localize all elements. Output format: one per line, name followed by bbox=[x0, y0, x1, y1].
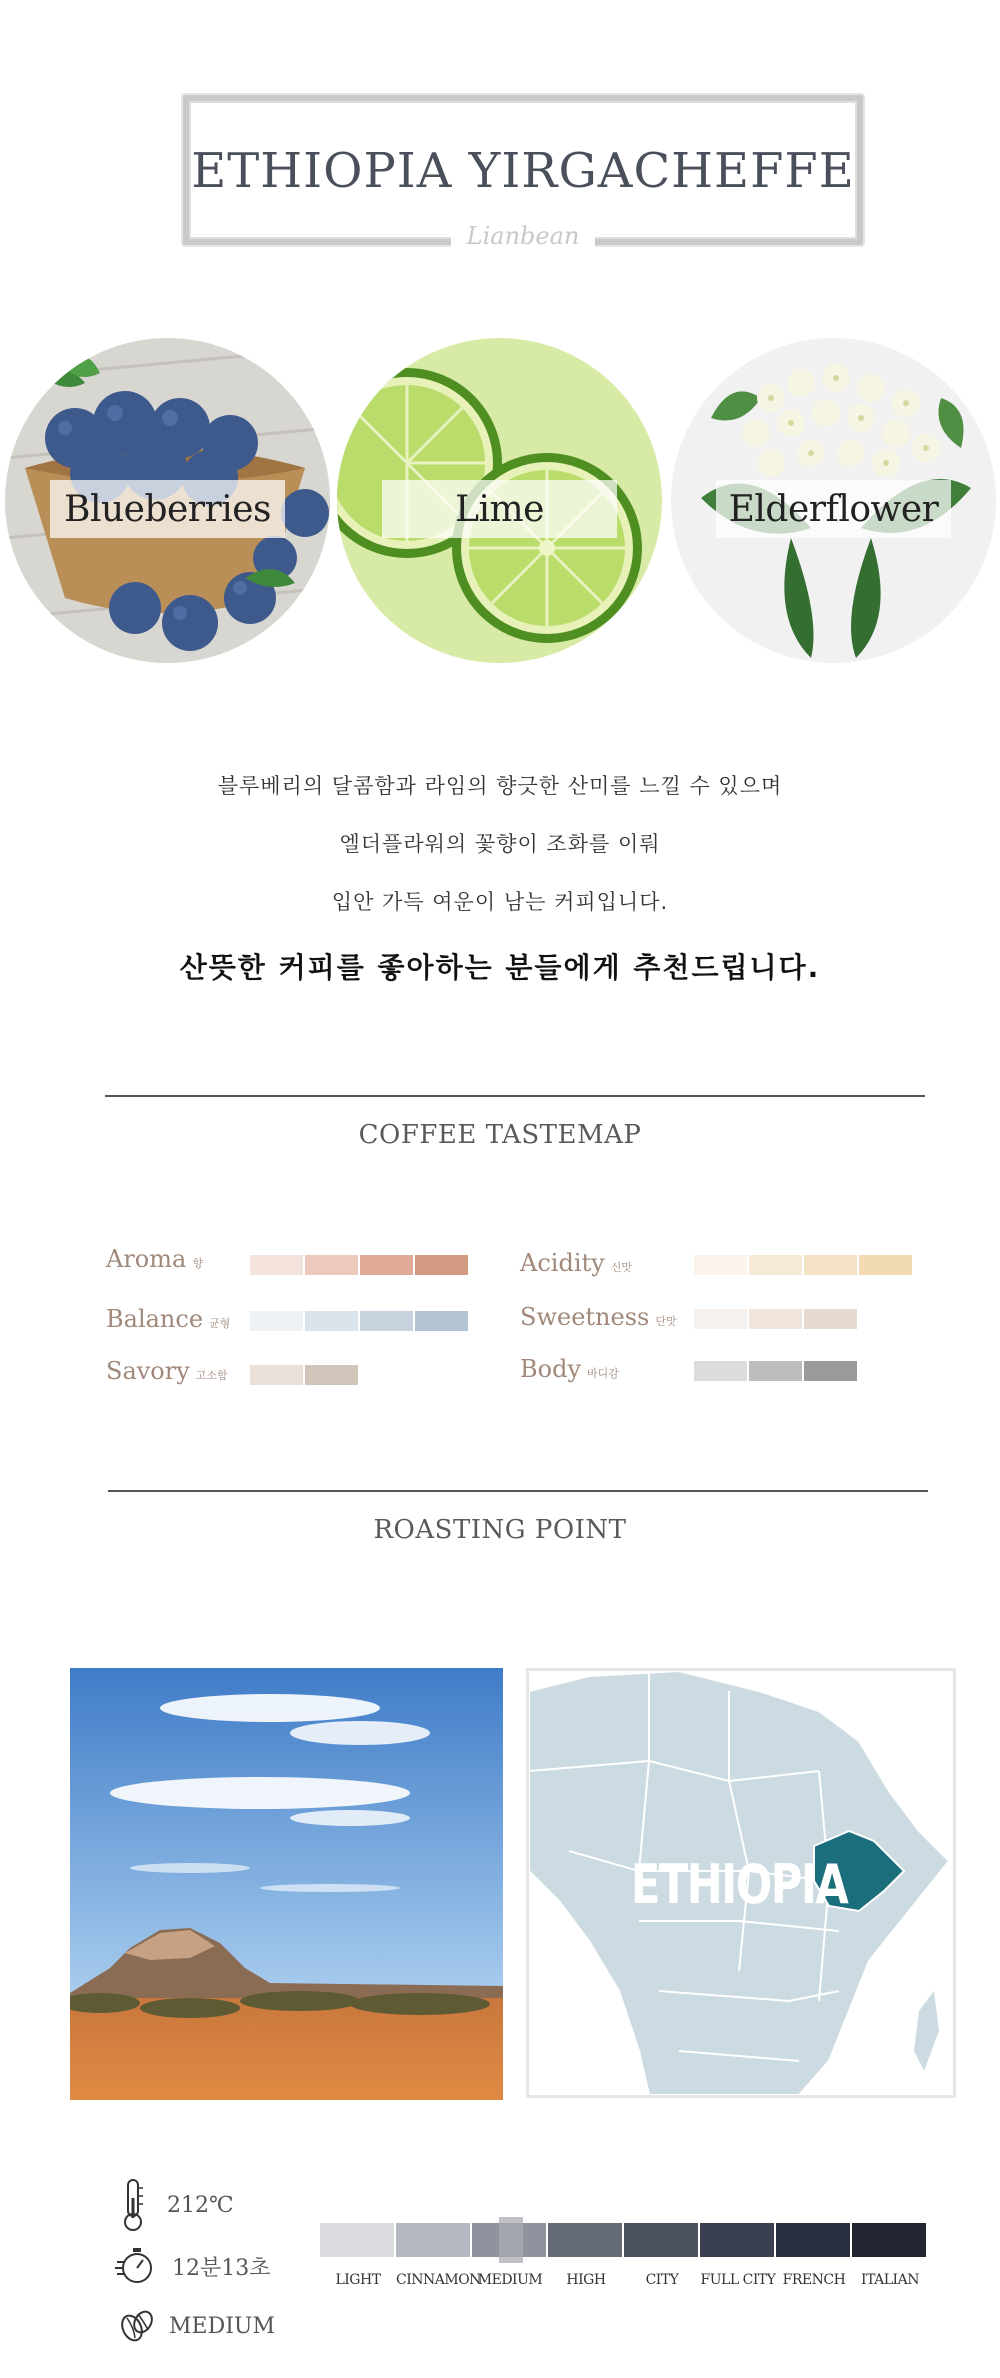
taste-bar-segment bbox=[415, 1311, 468, 1331]
description-line-1: 블루베리의 달콤함과 라임의 향긋한 산미를 느낄 수 있으며 bbox=[217, 774, 783, 798]
roast-stage-2 bbox=[472, 2223, 546, 2257]
taste-kr-aroma: 향 bbox=[192, 1257, 203, 1270]
roast-stage-4 bbox=[624, 2223, 698, 2257]
taste-name-balance: Balance bbox=[106, 1305, 204, 1333]
taste-kr-balance: 균형 bbox=[209, 1317, 231, 1330]
roast-stage-label: CINNAMON bbox=[396, 2272, 481, 2288]
taste-bar-segment bbox=[250, 1311, 303, 1331]
taste-bars-aroma bbox=[250, 1255, 470, 1275]
taste-bars-savory bbox=[250, 1365, 360, 1385]
roast-stage-0 bbox=[320, 2223, 394, 2257]
taste-bar-segment bbox=[305, 1311, 358, 1331]
divider-roasting bbox=[108, 1490, 928, 1492]
taste-bar-segment bbox=[250, 1365, 303, 1385]
taste-label-savory bbox=[106, 1357, 228, 1385]
divider-tastemap bbox=[105, 1095, 925, 1097]
landscape-photo bbox=[70, 1668, 503, 2100]
roast-stage-label: FULL CITY bbox=[700, 2272, 776, 2288]
taste-name-body: Body bbox=[520, 1355, 582, 1383]
coffee-beans-icon bbox=[118, 2308, 154, 2344]
taste-bar-segment bbox=[804, 1255, 857, 1275]
taste-bar-segment bbox=[360, 1311, 413, 1331]
taste-kr-savory: 고소함 bbox=[195, 1369, 228, 1382]
taste-bar-segment bbox=[804, 1309, 857, 1329]
flavor-circle-blueberries bbox=[5, 338, 330, 663]
taste-bar-segment bbox=[749, 1361, 802, 1381]
taste-bars-body bbox=[694, 1361, 859, 1381]
taste-bar-segment bbox=[859, 1255, 912, 1275]
taste-bar-segment bbox=[804, 1361, 857, 1381]
roast-stage-label: HIGH bbox=[566, 2272, 606, 2288]
description-line-3: 입안 가득 여운이 남는 커피입니다. bbox=[331, 890, 669, 914]
taste-name-acidity: Acidity bbox=[520, 1249, 605, 1277]
taste-bar-segment bbox=[749, 1309, 802, 1329]
taste-name-sweetness: Sweetness bbox=[520, 1303, 650, 1331]
time-row bbox=[115, 2246, 271, 2286]
description-line-2: 엘더플라워의 꽃향이 조화를 이뤄 bbox=[339, 832, 661, 856]
roast-level-row bbox=[118, 2308, 275, 2344]
roast-stage-label: ITALIAN bbox=[861, 2272, 919, 2288]
thermometer-icon bbox=[118, 2178, 148, 2232]
taste-bars-sweetness bbox=[694, 1309, 859, 1329]
taste-kr-acidity: 신맛 bbox=[610, 1261, 632, 1274]
roast-stage-label: MEDIUM bbox=[477, 2272, 543, 2288]
taste-label-acidity bbox=[520, 1249, 632, 1277]
taste-label-aroma bbox=[106, 1245, 203, 1273]
flavor-circle-lime bbox=[337, 338, 662, 663]
roast-stage-label: FRENCH bbox=[782, 2272, 846, 2288]
flavor-label-lime: Lime bbox=[382, 480, 617, 538]
roast-stage-7 bbox=[852, 2223, 926, 2257]
taste-kr-body: 바디감 bbox=[587, 1367, 619, 1380]
brand-signature-text: Lianbean bbox=[451, 222, 596, 250]
roast-stage-label: CITY bbox=[645, 2272, 679, 2288]
taste-label-sweetness bbox=[520, 1303, 677, 1331]
roast-scale-labels bbox=[320, 2272, 928, 2288]
tastemap-title: COFFEE TASTEMAP bbox=[358, 1120, 642, 1150]
map-country-label: ETHIOPIA bbox=[630, 1853, 848, 1916]
taste-bar-segment bbox=[694, 1255, 747, 1275]
taste-bar-segment bbox=[694, 1309, 747, 1329]
roast-stage-label: LIGHT bbox=[335, 2272, 381, 2288]
roasting-title: ROASTING POINT bbox=[373, 1515, 627, 1545]
taste-bar-segment bbox=[305, 1365, 358, 1385]
taste-bar-segment bbox=[305, 1255, 358, 1275]
roast-stage-1 bbox=[396, 2223, 470, 2257]
taste-name-aroma: Aroma bbox=[106, 1245, 187, 1273]
taste-bar-segment bbox=[415, 1255, 468, 1275]
flavor-circle-elderflower bbox=[671, 338, 996, 663]
savanna-illustration bbox=[70, 1668, 503, 2100]
roast-stage-6 bbox=[776, 2223, 850, 2257]
roast-stage-5 bbox=[700, 2223, 774, 2257]
flavor-label-elderflower: Elderflower bbox=[716, 480, 951, 538]
time-value: 12분13초 bbox=[172, 2255, 271, 2281]
page-title: ETHIOPIA YIRGACHEFFE bbox=[191, 143, 855, 199]
stopwatch-icon bbox=[115, 2246, 155, 2286]
taste-bar-segment bbox=[694, 1361, 747, 1381]
taste-label-balance bbox=[106, 1305, 230, 1333]
description-emphasis: 산뜻한 커피를 좋아하는 분들에게 추천드립니다. bbox=[179, 951, 821, 984]
temperature-value: 212℃ bbox=[167, 2192, 234, 2218]
taste-bars-acidity bbox=[694, 1255, 914, 1275]
taste-bar-segment bbox=[360, 1255, 413, 1275]
ethiopia-map bbox=[526, 1668, 956, 2098]
roast-stage-3 bbox=[548, 2223, 622, 2257]
temperature-row bbox=[118, 2178, 234, 2232]
taste-bars-balance bbox=[250, 1311, 470, 1331]
flavor-label-blueberries: Blueberries bbox=[50, 480, 285, 538]
roast-scale-bar bbox=[320, 2223, 928, 2257]
roast-selected-marker bbox=[499, 2217, 523, 2263]
taste-kr-sweetness: 단맛 bbox=[655, 1315, 677, 1328]
taste-label-body bbox=[520, 1355, 619, 1383]
taste-bar-segment bbox=[749, 1255, 802, 1275]
taste-bar-segment bbox=[250, 1255, 303, 1275]
roast-level-value: MEDIUM bbox=[169, 2313, 275, 2339]
brand-signature bbox=[183, 222, 863, 250]
taste-name-savory: Savory bbox=[106, 1357, 190, 1385]
